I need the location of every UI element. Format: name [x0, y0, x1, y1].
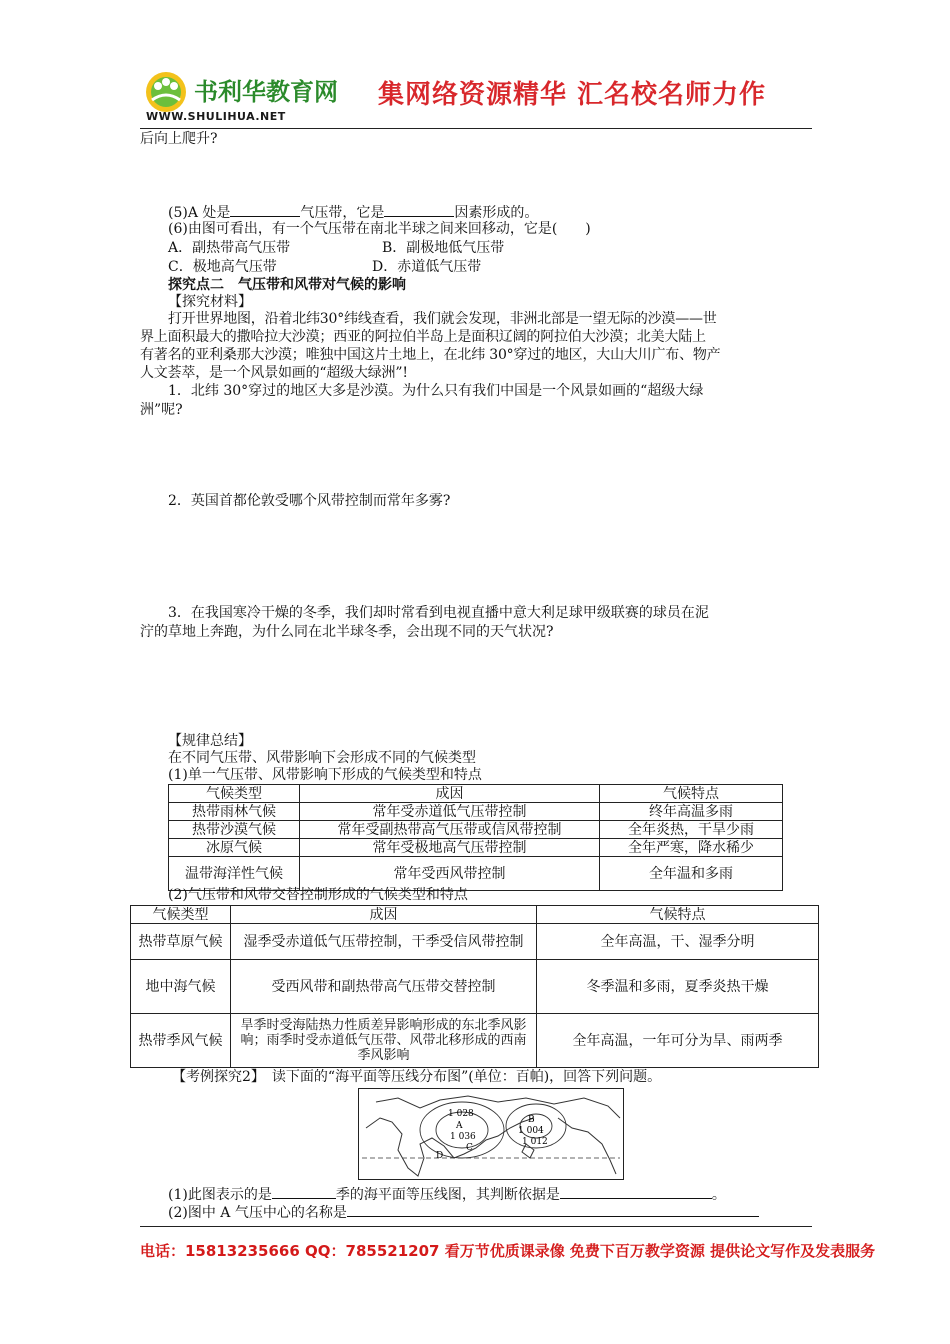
- isobar-label-1036: 1 036: [450, 1132, 476, 1142]
- logo-icon: [144, 70, 188, 114]
- footer-contact: 电话：15813235666 QQ：785521207 看万节优质课录像 免费下百万教学资源 提供论文写作及发表服务: [140, 1242, 876, 1260]
- isobar-label-1004: 1 004: [518, 1126, 544, 1136]
- cause-cell: 常年受副热带高气压带或信风带控制: [300, 821, 600, 839]
- material-line-2: 界上面积最大的撒哈拉大沙漠；西亚的阿拉伯半岛上是面积辽阔的阿拉伯大沙漠；北美大陆上: [140, 329, 706, 345]
- climate-type-cell: 热带季风气候: [131, 1014, 231, 1068]
- climate-type-cell: 地中海气候: [131, 960, 231, 1014]
- climate-type-cell: 热带草原气候: [131, 924, 231, 960]
- q6-option-b: B．副极地低气压带: [382, 240, 505, 256]
- footer-rule: [140, 1226, 812, 1227]
- s2-question-1-line-2: 洲”呢?: [140, 402, 183, 418]
- table-row: [131, 1014, 819, 1068]
- cause-cell: 旱季时受海陆热力性质差异影响形成的东北季风影响；雨季时受赤道低气压带、风带北移形成的西南季风影响: [231, 1014, 537, 1068]
- climate-type-cell: 热带雨林气候: [169, 803, 300, 821]
- example-tag: 【考例探究2】: [172, 1069, 258, 1085]
- ex-q1-part-a: (1)此图表示的是: [168, 1187, 272, 1203]
- section-2-title: 探究点二 气压带和风带对气候的影响: [168, 277, 406, 293]
- climate-table-2: [130, 905, 819, 1068]
- q5-blank-2[interactable]: [384, 202, 454, 217]
- table-row: [169, 839, 783, 857]
- summary-intro: 在不同气压带、风带影响下会形成不同的气候类型: [168, 750, 476, 766]
- point-c: C: [466, 1143, 473, 1153]
- table-2-title: (2)气压带和风带交替控制形成的气候类型和特点: [168, 887, 468, 903]
- table-header-row: [131, 906, 819, 924]
- ex-q2-text: (2)图中 A 气压中心的名称是: [168, 1205, 347, 1221]
- example-question-1: [168, 1184, 726, 1204]
- brand-url: WWW.SHULIHUA.NET: [146, 110, 286, 123]
- table-1-title: (1)单一气压带、风带影响下形成的气候类型和特点: [168, 767, 482, 783]
- isobar-map: [358, 1088, 624, 1180]
- table-header-cell: 气候特点: [537, 906, 819, 924]
- ex-q1-part-c: 。: [711, 1187, 726, 1203]
- q5-blank-1[interactable]: [230, 202, 300, 217]
- ex-q1-part-b: 季的海平面等压线图，其判断依据是: [335, 1187, 560, 1203]
- header: [140, 68, 812, 128]
- example-question-2: [168, 1202, 759, 1222]
- material-line-4: 人文荟萃，是一个风景如画的“超级大绿洲”!: [140, 365, 408, 381]
- feature-cell: 冬季温和多雨，夏季炎热干燥: [537, 960, 819, 1014]
- example-text: 读下面的“海平面等压线分布图”(单位：百帕)，回答下列问题。: [271, 1069, 662, 1085]
- pressure-center-b: B: [528, 1115, 535, 1125]
- table-header-row: [169, 785, 783, 803]
- material-tag: 【探究材料】: [168, 294, 252, 310]
- feature-cell: 全年温和多雨: [600, 857, 783, 891]
- point-d: D: [436, 1151, 444, 1161]
- q6-option-c: C．极地高气压带: [168, 259, 277, 275]
- s2-question-3-line-2: 泞的草地上奔跑，为什么同在北半球冬季，会出现不同的天气状况?: [140, 624, 554, 640]
- feature-cell: 全年炎热，干旱少雨: [600, 821, 783, 839]
- table-row: [169, 803, 783, 821]
- s2-question-2: 2．英国首都伦敦受哪个风带控制而常年多雾?: [168, 493, 451, 509]
- table-header-cell: 成因: [300, 785, 600, 803]
- table-row: [131, 960, 819, 1014]
- table-header-cell: 成因: [231, 906, 537, 924]
- climate-table-1: [168, 784, 783, 891]
- header-slogan: 集网络资源精华 汇名校名师力作: [378, 80, 767, 110]
- q5-part-a: (5)A 处是: [168, 205, 231, 221]
- isobar-label-1012: 1 012: [522, 1137, 548, 1147]
- summary-tag: 【规律总结】: [168, 733, 252, 749]
- climate-type-cell: 冰原气候: [169, 839, 300, 857]
- ex-q1-blank-1[interactable]: [272, 1184, 336, 1199]
- cause-cell: 湿季受赤道低气压带控制，干季受信风带控制: [231, 924, 537, 960]
- table-header-cell: 气候类型: [169, 785, 300, 803]
- continued-text: 后向上爬升?: [140, 131, 218, 147]
- material-line-1: 打开世界地图，沿着北纬30°纬线查看，我们就会发现，非洲北部是一望无际的沙漠——世: [168, 311, 717, 327]
- material-line-3: 有著名的亚利桑那大沙漠；唯独中国这片土地上，在北纬 30°穿过的地区，大山大川广布、物产: [140, 347, 721, 363]
- question-6-stem: (6)由图可看出，有一个气压带在南北半球之间来回移动，它是( ): [168, 221, 591, 237]
- table-row: [131, 924, 819, 960]
- example-2: [172, 1068, 661, 1086]
- feature-cell: 全年严寒，降水稀少: [600, 839, 783, 857]
- feature-cell: 终年高温多雨: [600, 803, 783, 821]
- brand-name: 书利华教育网: [194, 78, 338, 106]
- s2-question-3-line-1: 3．在我国寒冷干燥的冬季，我们却时常看到电视直播中意大利足球甲级联赛的球员在泥: [168, 605, 709, 621]
- q5-part-c: 因素形成的。: [454, 205, 539, 221]
- table-header-cell: 气候特点: [600, 785, 783, 803]
- map-frame: [359, 1089, 624, 1180]
- climate-type-cell: 温带海洋性气候: [169, 857, 300, 891]
- q5-part-b: 气压带，它是: [300, 205, 385, 221]
- q6-option-a: A．副热带高气压带: [168, 240, 291, 256]
- ex-q1-blank-2[interactable]: [560, 1184, 712, 1199]
- table-row: [169, 821, 783, 839]
- feature-cell: 全年高温，一年可分为旱、雨两季: [537, 1014, 819, 1068]
- table-header-cell: 气候类型: [131, 906, 231, 924]
- climate-type-cell: 热带沙漠气候: [169, 821, 300, 839]
- question-5: [168, 202, 538, 222]
- cause-cell: 常年受西风带控制: [300, 857, 600, 891]
- cause-cell: 常年受赤道低气压带控制: [300, 803, 600, 821]
- ex-q2-blank[interactable]: [347, 1202, 759, 1217]
- header-rule: [140, 128, 812, 129]
- q6-option-d: D．赤道低气压带: [372, 259, 482, 275]
- s2-question-1-line-1: 1．北纬 30°穿过的地区大多是沙漠。为什么只有我们中国是一个风景如画的“超级大绿: [168, 383, 704, 399]
- feature-cell: 全年高温，干、湿季分明: [537, 924, 819, 960]
- cause-cell: 常年受极地高气压带控制: [300, 839, 600, 857]
- isobar-label-1028: 1 028: [448, 1109, 474, 1119]
- cause-cell: 受西风带和副热带高气压带交替控制: [231, 960, 537, 1014]
- pressure-center-a: A: [456, 1121, 463, 1131]
